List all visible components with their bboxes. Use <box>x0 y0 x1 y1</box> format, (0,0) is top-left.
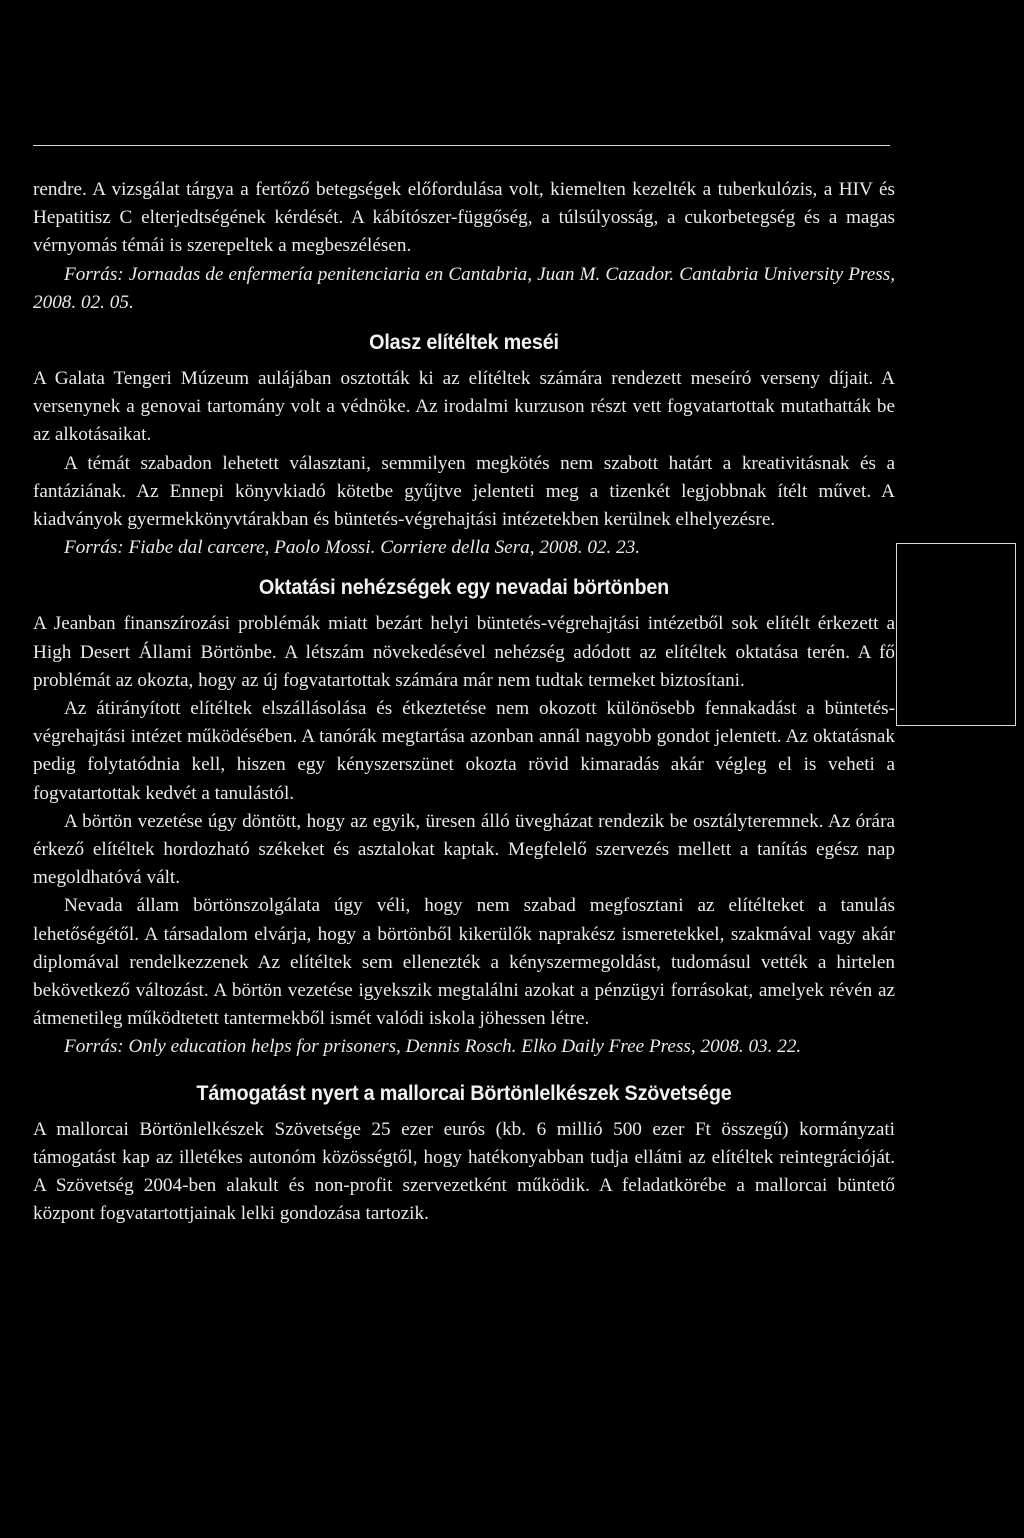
top-rule <box>33 145 890 146</box>
article-paragraph: A Jeanban finanszírozási problémák miatt bezárt helyi büntetés-végrehajtási intézetből sok elítélt érkezett a High Desert Állami Börtönbe. A létszám növekedésével nehézség adódott az elítéltek oktatása terén. A fő problémát az okozta, hogy az új fogvatartottak számára már nem tudtak termeket biztosítani. <box>33 613 895 691</box>
article-paragraph: A Galata Tengeri Múzeum aulájában osztották ki az elítéltek számára rendezett meseíró verseny díjait. A versenynek a genovai tartomány volt a védnöke. Az irodalmi kurzuson részt vett fogvatartottak mutathatták be az alkotásaikat. <box>33 368 895 446</box>
article-paragraph: A börtön vezetése úgy döntött, hogy az egyik, üresen álló üvegházat rendezik be osztályteremnek. Az órára érkező elítéltek hordozható székeket és asztalokat kaptak. Megfelelő szervezés mellett a tanítás egész nap megoldhatóvá vált. <box>33 810 895 889</box>
intro-paragraph: rendre. A vizsgálat tárgya a fertőző betegségek előfordulása volt, kiemelten kezelték a tuberkulózis, a HIV és Hepatitisz C elterjedtségének kérdését. A kábítószer-függőség, a túlsúlyosság, a cukorbetegség és a magas vérnyomás témái is szerepeltek a megbeszélésen. <box>33 179 895 257</box>
article-source: Forrás: Fiabe dal carcere, Paolo Mossi. Corriere della Sera, 2008. 02. 23. <box>64 537 641 559</box>
article-paragraph: A mallorcai Börtönlelkészek Szövetsége 25 ezer eurós (kb. 6 millió 500 ezer Ft összegű) kormányzati támogatást kap az illetékes autonóm közösségtől, hogy hatékonyabban tudja ellátni az elítéltek reintegrációját. A Szövetség 2004-ben alakult és non-profit szervezetként működik. A feladatkörébe a mallorcai büntető központ fogvatartottjainak lelki gondozása tartozik. <box>33 1118 895 1225</box>
article-paragraph: Az átirányított elítéltek elszállásolása és étkeztetése nem okozott különösebb fennakadást a büntetés-végrehajtási intézet működésében. A tanórák megtartása azonban annál nagyobb gondot jelentett. Az oktatásnak pedig folytatódnia kell, hiszen egy kényszerszünet okozta rövid kimaradás akár végleg el is veheti a fogvatartottak kedvét a tanulástól. <box>33 698 895 804</box>
article-heading: Olasz elítéltek meséi <box>369 330 559 355</box>
intro-source: Forrás: Jornadas de enfermería penitenciaria en Cantabria, Juan M. Cazador. Cantabria University Press, 2008. 02. 05. <box>33 263 895 313</box>
article-source: Forrás: Only education helps for prisoners, Dennis Rosch. Elko Daily Free Press, 2008. 03. 22. <box>64 1036 802 1058</box>
article-heading: Oktatási nehézségek egy nevadai börtönben <box>258 575 670 600</box>
page-content <box>33 176 895 1229</box>
article-paragraph: Nevada állam börtönszolgálata úgy véli, hogy nem szabad megfosztani az elítélteket a tanulás lehetőségétől. A társadalom elvárja, hogy a börtönből kikerülők naprakész ismeretekkel, szakmával vagy akár diplomával rendelkezzenek Az elítéltek sem ellenezték a kényszermegoldást, tudomásul vették a hirtelen bekövetkező változást. A börtön vezetése igyekszik megtalálni azokat a pénzügyi forrásokat, amelyek révén az átmenetileg működtetett tantermekből ismét valódi iskola jöhessen létre. <box>33 895 895 1030</box>
article-paragraph: A témát szabadon lehetett választani, semmilyen megkötés nem szabott határt a kreativitásnak és a fantáziának. Az Ennepi könyvkiadó kötetbe gyűjtve jelenteti meg a tizenkét legjobbnak ítélt művet. A kiadványok gyermekkönyvtárakban és büntetés-végrehajtási intézetekben kerülnek elhelyezésre. <box>33 452 895 531</box>
margin-box <box>896 543 1016 726</box>
article-heading: Támogatást nyert a mallorcai Börtönlelkészek Szövetsége <box>196 1080 732 1105</box>
